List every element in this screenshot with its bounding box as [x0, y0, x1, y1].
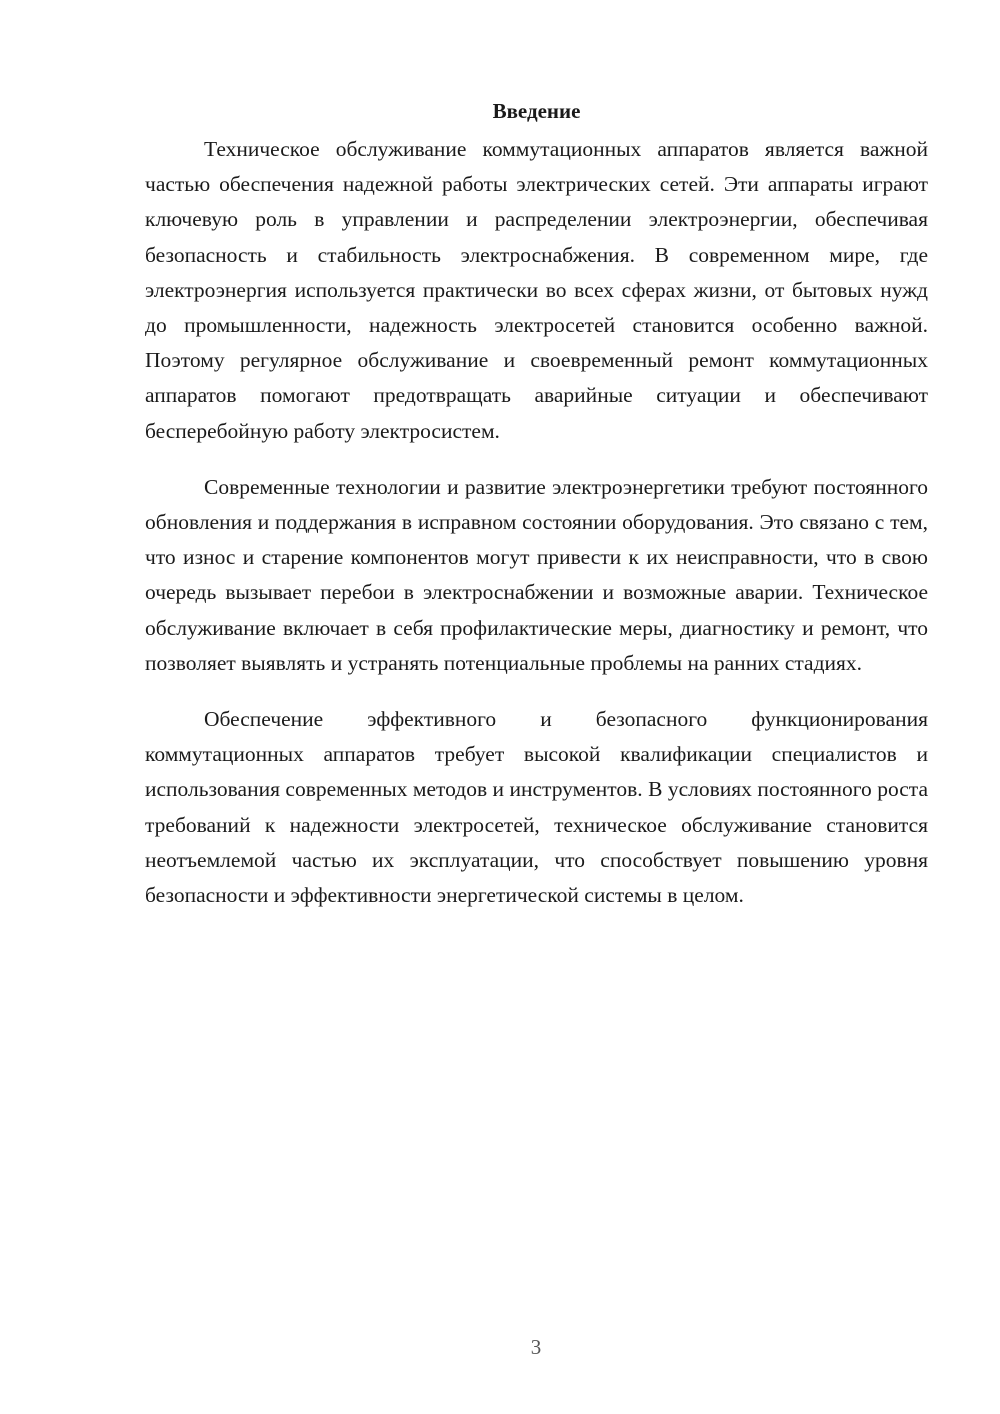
page-number: 3: [530, 1335, 542, 1359]
paragraph-2: Современные технологии и развитие электроэнергетики требуют постоянного обновления и поддержания в исправном состоянии оборудования. Это связано с тем, что износ и старение компонентов могут привести к их неисправности, что в свою очередь вызывает перебои в электроснабжении и возможные аварии. Техническое обслуживание включает в себя профилактические меры, диагностику и ремонт, что позволяет выявлять и устранять потенциальные проблемы на ранних стадиях.: [145, 474, 928, 675]
page-title: Введение: [492, 99, 581, 123]
paragraph-3: Обеспечение эффективного и безопасного функционирования коммутационных аппаратов требует высокой квалификации специалистов и использования современных методов и инструментов. В условиях постоянного роста требований к надежности электросетей, техническое обслуживание становится неотъемлемой частью их эксплуатации, что способствует повышению уровня безопасности и эффективности энергетической системы в целом.: [145, 707, 928, 908]
document-page: [145, 96, 928, 934]
paragraph-1: Техническое обслуживание коммутационных аппаратов является важной частью обеспечения надежной работы электрических сетей. Эти аппараты играют ключевую роль в управлении и распределении электроэнергии, обеспечивая безопасность и стабильность электроснабжения. В современном мире, где электроэнергия используется практически во всех сферах жизни, от бытовых нужд до промышленности, надежность электросетей становится особенно важной. Поэтому регулярное обслуживание и своевременный ремонт коммутационных аппаратов помогают предотвращать аварийные ситуации и обеспечивают бесперебойную работу электросистем.: [145, 137, 928, 443]
